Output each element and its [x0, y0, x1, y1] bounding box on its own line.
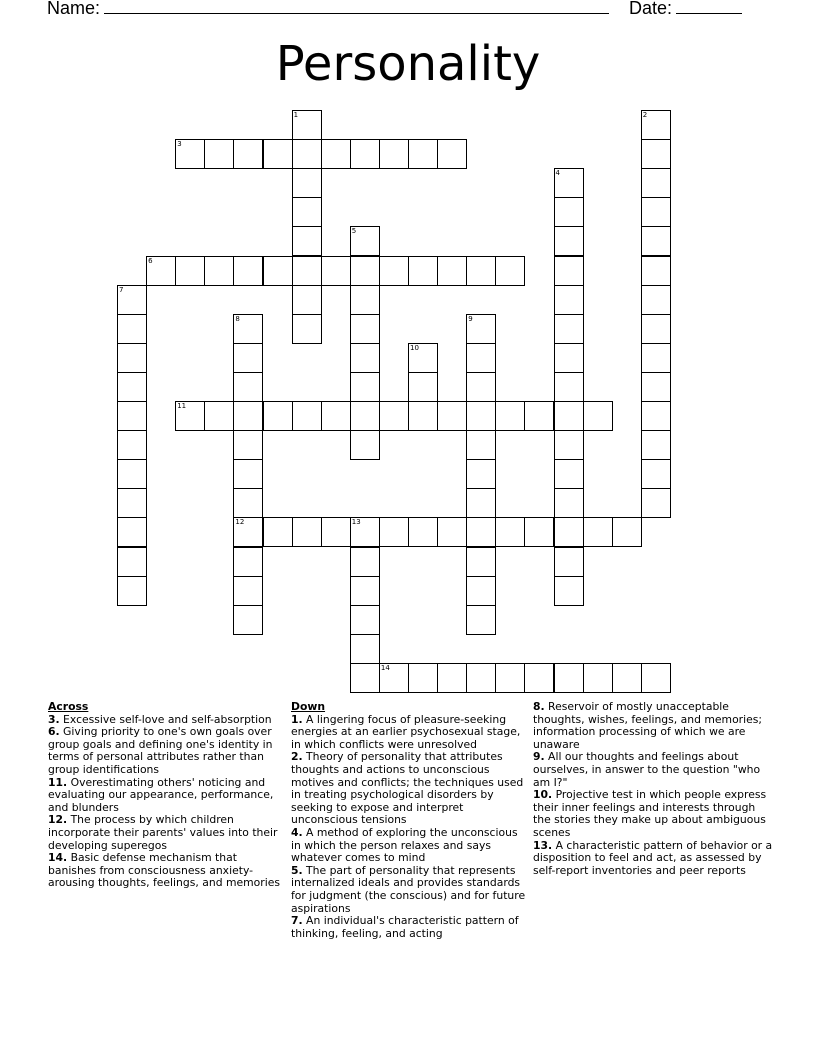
cell-number: 9 — [468, 314, 473, 323]
grid-cell[interactable] — [292, 168, 322, 198]
clue-text: Reservoir of mostly unacceptable thoughts, wishes, feelings, and memories; information processing of which we are unaware — [533, 700, 763, 751]
clue-number: 4. — [291, 825, 303, 839]
grid-cell[interactable] — [350, 226, 380, 256]
down-clue — [533, 789, 773, 839]
grid-cell[interactable] — [641, 343, 671, 373]
clue-number: 8. — [533, 700, 545, 713]
grid-cell[interactable] — [554, 517, 584, 547]
clue-number: 6. — [48, 725, 60, 739]
grid-cell[interactable] — [554, 488, 584, 518]
grid-cell[interactable] — [466, 343, 496, 373]
grid-cell[interactable] — [554, 314, 584, 344]
clue-number: 7. — [291, 914, 303, 928]
grid-cell[interactable] — [117, 372, 147, 402]
grid-cell[interactable] — [263, 256, 293, 286]
down-clues-column-2 — [533, 701, 773, 877]
grid-cell[interactable] — [175, 139, 205, 169]
across-clue — [48, 726, 283, 776]
grid-cell[interactable] — [292, 256, 322, 286]
down-clue — [291, 865, 529, 915]
grid-cell[interactable] — [641, 110, 671, 140]
grid-cell[interactable] — [117, 488, 147, 518]
cell-number: 6 — [148, 256, 153, 265]
grid-cell[interactable] — [612, 517, 642, 547]
clue-number: 13. — [533, 838, 553, 852]
grid-cell[interactable] — [117, 576, 147, 606]
grid-cell[interactable] — [466, 314, 496, 344]
grid-cell[interactable] — [641, 168, 671, 198]
grid-cell[interactable] — [350, 576, 380, 606]
grid-cell[interactable] — [437, 517, 467, 547]
grid-cell[interactable] — [554, 430, 584, 460]
grid-cell[interactable] — [379, 663, 409, 693]
grid-cell[interactable] — [350, 430, 380, 460]
grid-cell[interactable] — [233, 401, 263, 431]
grid-cell[interactable] — [408, 401, 438, 431]
cell-number: 14 — [380, 663, 390, 672]
grid-cell[interactable] — [466, 256, 496, 286]
grid-cell[interactable] — [292, 226, 322, 256]
grid-cell[interactable] — [408, 517, 438, 547]
grid-cell[interactable] — [554, 197, 584, 227]
grid-cell[interactable] — [233, 547, 263, 577]
cell-number: 3 — [177, 140, 182, 149]
clue-text: The process by which children incorporate their parents' values into their developing superegos — [48, 813, 278, 852]
grid-cell[interactable] — [554, 663, 584, 693]
grid-cell[interactable] — [466, 517, 496, 547]
date-field[interactable] — [676, 0, 742, 14]
clue-text: Overestimating others' noticing and evaluating our appearance, performance, and blunders — [48, 775, 274, 814]
down-clue — [291, 827, 529, 865]
grid-cell[interactable] — [495, 256, 525, 286]
cell-number: 13 — [351, 518, 361, 527]
grid-cell[interactable] — [379, 517, 409, 547]
clue-number: 12. — [48, 813, 68, 827]
grid-cell[interactable] — [233, 139, 263, 169]
grid-cell[interactable] — [350, 663, 380, 693]
grid-cell[interactable] — [292, 517, 322, 547]
down-clue — [291, 751, 529, 827]
grid-cell[interactable] — [554, 226, 584, 256]
clue-text: A lingering focus of pleasure-seeking energies at an earlier psychosexual stage, in which conflicts were unresolved — [291, 712, 521, 751]
down-clue — [533, 701, 773, 751]
grid-cell[interactable] — [554, 343, 584, 373]
grid-cell[interactable] — [263, 139, 293, 169]
across-clues — [48, 701, 283, 890]
grid-cell[interactable] — [466, 430, 496, 460]
grid-cell[interactable] — [263, 401, 293, 431]
grid-cell[interactable] — [117, 314, 147, 344]
grid-cell[interactable] — [321, 139, 351, 169]
date-label: Date: — [629, 0, 673, 18]
grid-cell[interactable] — [233, 605, 263, 635]
grid-cell[interactable] — [554, 372, 584, 402]
grid-cell[interactable] — [437, 256, 467, 286]
grid-cell[interactable] — [350, 605, 380, 635]
grid-cell[interactable] — [350, 256, 380, 286]
grid-cell[interactable] — [466, 576, 496, 606]
grid-cell[interactable] — [524, 663, 554, 693]
grid-cell[interactable] — [466, 605, 496, 635]
grid-cell[interactable] — [233, 430, 263, 460]
grid-cell[interactable] — [466, 401, 496, 431]
grid-cell[interactable] — [466, 547, 496, 577]
cell-number: 4 — [555, 169, 560, 178]
grid-cell[interactable] — [292, 197, 322, 227]
down-clues-column-1 — [291, 701, 529, 940]
cell-number: 11 — [177, 402, 187, 410]
grid-cell[interactable] — [554, 285, 584, 315]
grid-cell[interactable] — [292, 285, 322, 315]
clue-text: A method of exploring the unconscious in which the person relaxes and says whatever comes to mind — [291, 825, 518, 865]
grid-cell[interactable] — [408, 663, 438, 693]
grid-cell[interactable] — [641, 226, 671, 256]
grid-cell[interactable] — [641, 488, 671, 518]
grid-cell[interactable] — [350, 547, 380, 577]
name-date-header — [47, 0, 742, 19]
grid-cell[interactable] — [524, 401, 554, 431]
grid-cell[interactable] — [437, 663, 467, 693]
grid-cell[interactable] — [408, 139, 438, 169]
grid-cell[interactable] — [233, 256, 263, 286]
grid-cell[interactable] — [233, 314, 263, 344]
grid-cell[interactable] — [263, 517, 293, 547]
cell-number: 8 — [235, 314, 240, 323]
clue-text: Giving priority to one's own goals over group goals and defining one's identity in terms of personal attributes rather than group identifications — [48, 725, 273, 776]
grid-cell[interactable] — [233, 459, 263, 489]
down-clue — [291, 915, 529, 940]
grid-cell[interactable] — [117, 517, 147, 547]
clue-number: 1. — [291, 712, 303, 726]
clue-number: 10. — [533, 788, 553, 802]
grid-cell[interactable] — [641, 663, 671, 693]
clue-text: The part of personality that represents internalized ideals and provides standards for judgment (the conscious) and for future aspirations — [291, 863, 526, 915]
grid-cell[interactable] — [379, 401, 409, 431]
grid-cell[interactable] — [292, 314, 322, 344]
grid-cell[interactable] — [117, 343, 147, 373]
grid-cell[interactable] — [233, 576, 263, 606]
grid-cell[interactable] — [204, 139, 234, 169]
grid-cell[interactable] — [350, 139, 380, 169]
grid-cell[interactable] — [233, 488, 263, 518]
grid-cell[interactable] — [350, 634, 380, 664]
grid-cell[interactable] — [466, 372, 496, 402]
grid-cell[interactable] — [437, 401, 467, 431]
cell-number: 2 — [642, 111, 648, 119]
grid-cell[interactable] — [641, 459, 671, 489]
across-heading: Across — [48, 700, 89, 713]
grid-cell[interactable] — [408, 372, 438, 402]
grid-cell[interactable] — [466, 488, 496, 518]
cell-number: 12 — [235, 518, 245, 527]
grid-cell[interactable] — [233, 372, 263, 402]
grid-cell[interactable] — [641, 285, 671, 315]
grid-cell[interactable] — [641, 197, 671, 227]
across-clue — [48, 814, 283, 852]
grid-cell[interactable] — [583, 401, 613, 431]
grid-cell[interactable] — [321, 256, 351, 286]
clue-number: 2. — [291, 750, 303, 764]
down-clue — [533, 840, 773, 878]
clue-number: 14. — [48, 851, 68, 865]
grid-cell[interactable] — [379, 139, 409, 169]
grid-cell[interactable] — [554, 576, 584, 606]
clue-text: An individual's characteristic pattern of thinking, feeling, and acting — [291, 914, 519, 940]
down-clue — [533, 751, 773, 789]
clue-text: Basic defense mechanism that banishes from consciousness anxiety-arousing thoughts, feelings, and memories — [48, 851, 280, 890]
clue-text: A characteristic pattern of behavior or a disposition to feel and act, as assessed by self-report inventories and peer reports — [533, 838, 773, 877]
grid-cell[interactable] — [233, 517, 263, 547]
cell-number: 7 — [119, 285, 124, 294]
grid-cell[interactable] — [641, 372, 671, 402]
grid-cell[interactable] — [437, 139, 467, 169]
grid-cell[interactable] — [583, 663, 613, 693]
down-list-part-2 — [533, 701, 773, 877]
cell-number: 1 — [293, 111, 299, 119]
clue-number: 9. — [533, 750, 545, 764]
grid-cell[interactable] — [379, 256, 409, 286]
grid-cell[interactable] — [292, 139, 322, 169]
grid-cell[interactable] — [117, 430, 147, 460]
grid-cell[interactable] — [408, 343, 438, 373]
down-list-part-1 — [291, 714, 529, 941]
grid-cell[interactable] — [554, 547, 584, 577]
down-clue — [291, 714, 529, 752]
grid-cell[interactable] — [554, 256, 584, 286]
grid-cell[interactable] — [641, 256, 671, 286]
grid-cell[interactable] — [612, 663, 642, 693]
grid-cell[interactable] — [554, 168, 584, 198]
clue-text: Theory of personality that attributes thoughts and actions to unconscious motives and conflicts; the techniques used in treating psychological disorders by seeking to expose and interpret unconscious tensions — [291, 750, 524, 827]
across-list — [48, 714, 283, 890]
grid-cell[interactable] — [554, 401, 584, 431]
grid-cell[interactable] — [554, 459, 584, 489]
grid-cell[interactable] — [175, 256, 205, 286]
grid-cell[interactable] — [583, 517, 613, 547]
page-title: Personality — [275, 36, 541, 92]
grid-cell[interactable] — [466, 459, 496, 489]
grid-cell[interactable] — [117, 547, 147, 577]
clue-text: Excessive self-love and self-absorption — [59, 712, 272, 726]
grid-cell[interactable] — [321, 517, 351, 547]
clue-number: 3. — [48, 712, 60, 726]
grid-cell[interactable] — [641, 314, 671, 344]
name-field[interactable] — [104, 0, 609, 14]
grid-cell[interactable] — [117, 459, 147, 489]
grid-cell[interactable] — [641, 139, 671, 169]
cell-number: 5 — [351, 227, 357, 236]
down-heading: Down — [291, 700, 326, 713]
name-label: Name: — [47, 0, 101, 18]
grid-cell[interactable] — [204, 401, 234, 431]
grid-cell[interactable] — [524, 517, 554, 547]
grid-cell[interactable] — [641, 430, 671, 460]
grid-cell[interactable] — [117, 401, 147, 431]
clue-text: Projective test in which people express their inner feelings and interests through the stories they make up about ambiguous scenes — [533, 788, 767, 839]
grid-cell[interactable] — [641, 401, 671, 431]
grid-cell[interactable] — [495, 517, 525, 547]
grid-cell[interactable] — [408, 256, 438, 286]
grid-cell[interactable] — [350, 372, 380, 402]
grid-cell[interactable] — [495, 663, 525, 693]
grid-cell[interactable] — [495, 401, 525, 431]
grid-cell[interactable] — [350, 401, 380, 431]
grid-cell[interactable] — [204, 256, 234, 286]
clue-number: 5. — [291, 863, 303, 877]
grid-cell[interactable] — [292, 401, 322, 431]
across-clue — [48, 852, 283, 890]
clue-text: All our thoughts and feelings about ourselves, in answer to the question "who am I?" — [533, 750, 761, 789]
grid-cell[interactable] — [117, 285, 147, 315]
grid-cell[interactable] — [321, 401, 351, 431]
grid-cell[interactable] — [350, 517, 380, 547]
grid-cell[interactable] — [233, 343, 263, 373]
grid-cell[interactable] — [350, 343, 380, 373]
cell-number: 10 — [410, 343, 419, 352]
across-clue — [48, 777, 283, 815]
grid-cell[interactable] — [175, 401, 205, 431]
grid-cell[interactable] — [466, 663, 496, 693]
clue-number: 11. — [48, 775, 68, 789]
grid-cell[interactable] — [350, 314, 380, 344]
grid-cell[interactable] — [146, 256, 176, 286]
grid-cell[interactable] — [292, 110, 322, 140]
grid-cell[interactable] — [350, 285, 380, 315]
